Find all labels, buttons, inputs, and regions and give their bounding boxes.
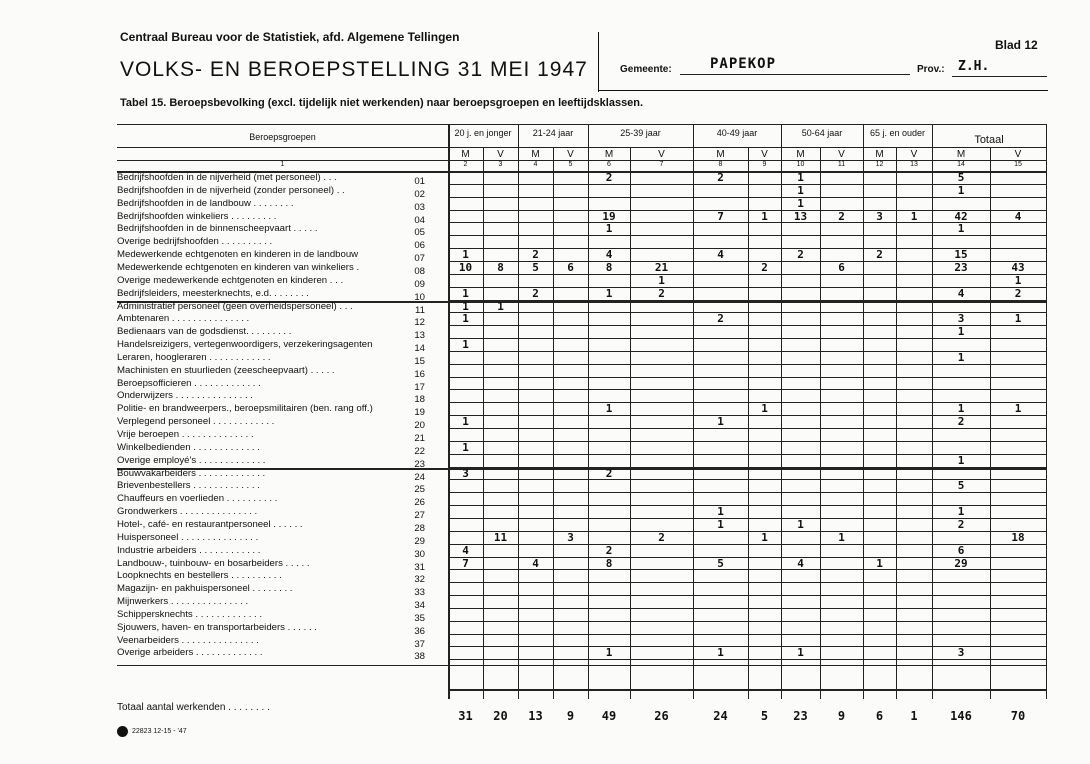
table-cell: 4 [717, 248, 724, 262]
table-cell: 1 [761, 530, 768, 544]
table-cell: 1 [957, 222, 965, 236]
total-cell: 24 [713, 709, 728, 723]
row-number: 13 [414, 330, 425, 342]
row-number: 19 [414, 407, 425, 419]
table-cell: 15 [954, 248, 968, 262]
table-cell: 8 [605, 556, 613, 570]
row-rule [448, 428, 1046, 429]
mv-divider [820, 147, 821, 699]
m-header: M [604, 149, 614, 160]
table-cell: 3 [876, 209, 883, 223]
table-cell: 1 [957, 505, 965, 519]
table-cell: 8 [497, 260, 504, 274]
column-rule [1046, 124, 1047, 699]
column-number: 12 [875, 161, 884, 168]
occupation-name: Landbouw-, tuinbouw- en bosarbeiders . . . . . [117, 557, 310, 569]
occupation-name: Medewerkende echtgenoten en kinderen van winkeliers . [117, 261, 360, 273]
gemeente-value: PAPEKOP [710, 56, 777, 72]
total-cell: 20 [493, 709, 508, 723]
total-cell: 9 [566, 709, 575, 723]
occupation-name: Mijnwerkers . . . . . . . . . . . . . . . [117, 596, 249, 608]
totals-bottom-rule [448, 689, 1046, 691]
row-rule [448, 582, 1046, 583]
table-cell: 2 [658, 286, 665, 300]
table-cell: 4 [605, 248, 613, 262]
table-cell: 23 [954, 260, 968, 274]
table-cell: 2 [957, 415, 965, 429]
table-cell: 1 [717, 505, 724, 519]
table-cell: 1 [462, 312, 469, 326]
occupation-name: Bedrijfshoofden winkeliers . . . . . . . . . [117, 210, 277, 222]
row-number: 33 [414, 587, 425, 599]
table-cell: 3 [462, 466, 469, 480]
totals-label: Totaal aantal werkenden . . . . . . . . [117, 702, 270, 713]
row-number: 15 [414, 355, 425, 367]
table-cell: 1 [797, 646, 804, 660]
row-number: 03 [414, 201, 425, 213]
row-number: 29 [414, 535, 425, 547]
age-group-header: 50-64 jaar [801, 128, 843, 138]
row-number: 34 [414, 600, 425, 612]
occupation-name: Overige employé's . . . . . . . . . . . . . [117, 454, 266, 466]
table-cell: 1 [876, 556, 883, 570]
occupation-name: Loopknechts en bestellers . . . . . . . . . . [117, 570, 282, 582]
table-cell: 1 [1014, 402, 1022, 416]
column-number: 1 [280, 161, 285, 168]
occupation-name: Overige bedrijfshoofden . . . . . . . . . . [117, 236, 273, 248]
table-cell: 4 [462, 543, 469, 557]
age-group-header: 20 j. en jonger [454, 128, 512, 138]
row-rule [448, 608, 1046, 609]
total-cell: 9 [837, 709, 846, 723]
column-number: 14 [957, 161, 965, 168]
total-cell: 23 [793, 709, 808, 723]
occupation-name: Brievenbestellers . . . . . . . . . . . . . [117, 480, 260, 492]
row-number: 35 [414, 612, 425, 624]
row-number: 28 [414, 522, 425, 534]
table-cell: 3 [957, 646, 965, 660]
occupation-name: Politie- en brandweerpers., beroepsmilitairen (ben. rang off.) [117, 403, 373, 415]
totals-top-rule [117, 665, 1046, 666]
table-cell: 2 [717, 312, 724, 326]
occupation-name: Handelsreizigers, vertegenwoordigers, verzekeringsagenten [117, 339, 373, 351]
table-cell: 1 [462, 415, 469, 429]
sheet-number: Blad 12 [995, 38, 1038, 52]
occupation-name: Overige arbeiders . . . . . . . . . . . . . [117, 647, 263, 659]
row-rule [448, 274, 1046, 275]
row-number: 11 [415, 304, 425, 316]
table-cell: 7 [717, 209, 724, 223]
table-cell: 1 [957, 402, 965, 416]
table-cell: 6 [838, 260, 845, 274]
table-cell: 5 [957, 479, 965, 493]
beroepsgroepen-header: Beroepsgroepen [249, 132, 316, 142]
total-cell: 49 [601, 709, 617, 723]
table-cell: 1 [1014, 312, 1022, 326]
province-label: Prov.: [917, 64, 945, 75]
table-cell: 2 [605, 466, 613, 480]
v-header: V [761, 149, 768, 160]
table-cell: 1 [605, 286, 613, 300]
total-cell: 26 [654, 709, 669, 723]
occupation-name: Leraren, hoogleraren . . . . . . . . . . . . [117, 351, 271, 363]
total-cell: 6 [875, 709, 884, 723]
column-number: 8 [718, 161, 723, 168]
table-cell: 1 [658, 273, 665, 287]
table-cell: 1 [761, 209, 768, 223]
m-header: M [531, 149, 540, 160]
column-number: 5 [568, 161, 573, 168]
row-number: 01 [414, 176, 425, 187]
occupation-name: Chauffeurs en voerlieden . . . . . . . . . . [117, 493, 278, 505]
row-rule [448, 634, 1046, 635]
cbs-seal-icon [117, 726, 128, 737]
v-header: V [838, 149, 845, 160]
occupation-name: Vrije beroepen . . . . . . . . . . . . . . [117, 429, 254, 440]
total-cell: 146 [950, 709, 972, 723]
table-cell: 2 [605, 171, 613, 184]
table-cell: 1 [717, 646, 724, 660]
row-number: 09 [414, 278, 425, 290]
total-cell: 31 [458, 709, 473, 723]
row-number: 30 [414, 548, 425, 560]
column-number: 11 [837, 161, 846, 168]
column-number: 7 [659, 161, 664, 168]
occupation-name: Veenarbeiders . . . . . . . . . . . . . . . [117, 634, 259, 646]
total-cell: 70 [1010, 709, 1026, 723]
occupation-name: Machinisten en stuurlieden (zeescheepvaart) . . . . . [117, 364, 335, 376]
occupation-name: Bedrijfshoofden in de binnenscheepvaart . . . . . [117, 223, 318, 235]
occupation-name: Bouwvakarbeiders . . . . . . . . . . . . . [117, 467, 266, 479]
v-header: V [567, 149, 574, 160]
m-header: M [716, 149, 725, 160]
row-number: 17 [414, 381, 425, 393]
table-cell: 1 [910, 209, 918, 223]
table-cell: 4 [1014, 209, 1022, 223]
column-number: 2 [463, 161, 468, 168]
form-code: 22823 12-15 - '47 [132, 728, 187, 735]
occupation-name: Huispersoneel . . . . . . . . . . . . . . . [117, 531, 259, 543]
row-number: 22 [414, 445, 425, 457]
table-cell: 1 [957, 453, 965, 467]
table-cell: 1 [605, 402, 613, 416]
row-number: 14 [414, 343, 425, 355]
mv-divider [990, 147, 991, 699]
occupation-name: Ambtenaren . . . . . . . . . . . . . . . [117, 313, 250, 325]
row-rule [448, 235, 1046, 236]
census-title: VOLKS- EN BEROEPSTELLING 31 MEI 1947 [120, 58, 588, 81]
row-number: 31 [414, 561, 425, 573]
table-cell: 4 [797, 556, 804, 570]
table-cell: 3 [957, 312, 965, 326]
table-top-rule [117, 124, 1046, 125]
table-cell: 10 [458, 260, 473, 274]
occupation-name: Industrie arbeiders . . . . . . . . . . . . [117, 544, 261, 556]
table-cell: 1 [497, 299, 504, 313]
v-header: V [658, 149, 665, 160]
form-footer [117, 726, 187, 737]
column-number: 13 [910, 161, 918, 168]
occupation-name: Bedrijfshoofden in de nijverheid (met personeel) . . . [117, 172, 337, 183]
row-rule [448, 492, 1046, 493]
mv-divider [630, 147, 631, 699]
column-number: 10 [796, 161, 805, 168]
row-number: 04 [414, 214, 425, 226]
column-number: 4 [533, 161, 538, 168]
table-cell: 11 [493, 530, 508, 544]
table-cell: 1 [761, 402, 768, 416]
row-number: 05 [414, 227, 425, 239]
occupation-name: Sjouwers, haven- en transportarbeiders . . . . . . [117, 621, 317, 633]
row-number: 36 [414, 625, 425, 637]
row-rule [448, 659, 1046, 660]
occupation-name: Beroepsofficieren . . . . . . . . . . . . . [117, 377, 261, 389]
age-group-header: 21-24 jaar [532, 128, 574, 138]
age-group-header: Totaal [974, 134, 1004, 146]
row-label [117, 647, 425, 663]
table-cell: 13 [793, 209, 808, 223]
table-cell: 19 [602, 209, 616, 223]
mv-divider [483, 147, 484, 699]
total-cell: 13 [528, 709, 543, 723]
m-header: M [956, 149, 966, 160]
occupation-name: Bedrijfshoofden in de nijverheid (zonder personeel) . . [117, 184, 345, 196]
mv-divider [896, 147, 897, 699]
row-number: 24 [414, 471, 425, 483]
mv-rule [117, 147, 1046, 148]
table-cell: 1 [605, 222, 613, 236]
row-number: 12 [414, 317, 425, 329]
table-cell: 6 [957, 543, 965, 557]
table-cell: 43 [1011, 260, 1025, 274]
row-number: 21 [414, 433, 425, 444]
table-cell: 2 [717, 171, 724, 184]
table-cell: 18 [1011, 530, 1025, 544]
row-number: 16 [414, 368, 425, 380]
table-cell: 8 [605, 260, 613, 274]
table-title: Tabel 15. Beroepsbevolking (excl. tijdelijk niet werkenden) naar beroepsgroepen en leeftijdsklassen. [120, 97, 644, 109]
occupation-name: Medewerkende echtgenoten en kinderen in de landbouw [117, 249, 359, 261]
m-header: M [875, 149, 884, 160]
table-cell: 1 [797, 517, 804, 531]
table-cell: 5 [717, 556, 724, 570]
age-group-header: 65 j. en ouder [869, 128, 926, 138]
occupation-name: Bedrijfsleiders, meesterknechts, e.d. . . . . . . . [117, 287, 309, 299]
total-cell: 5 [760, 709, 769, 723]
row-number: 23 [414, 458, 425, 470]
row-number: 02 [414, 188, 425, 200]
table-cell: 5 [532, 260, 539, 274]
row-rule [448, 467, 1046, 468]
row-number: 06 [414, 240, 425, 252]
table-cell: 7 [462, 556, 469, 570]
table-cell: 1 [838, 530, 845, 544]
table-cell: 2 [605, 543, 613, 557]
occupation-name: Grondwerkers . . . . . . . . . . . . . . . [117, 506, 258, 518]
table-cell: 3 [567, 530, 574, 544]
row-rule [448, 389, 1046, 390]
column-number: 6 [607, 161, 611, 168]
table-cell: 6 [567, 260, 574, 274]
occupation-name: Administratief personeel (geen overheidspersoneel) . . . [117, 300, 353, 312]
column-number: 9 [762, 161, 767, 168]
row-number: 32 [414, 574, 425, 586]
occupation-name: Winkelbedienden . . . . . . . . . . . . . [117, 441, 260, 453]
row-number: 25 [414, 484, 425, 496]
table-cell: 2 [532, 286, 539, 300]
table-cell: 1 [797, 183, 804, 197]
column-number: 3 [498, 161, 503, 168]
table-cell: 5 [957, 171, 965, 184]
total-cell: 1 [910, 709, 918, 723]
row-number: 26 [414, 497, 425, 509]
row-number: 38 [414, 651, 425, 663]
table-cell: 2 [532, 248, 539, 262]
table-cell: 42 [954, 209, 968, 223]
row-number: 27 [414, 510, 425, 522]
m-header: M [796, 149, 805, 160]
row-number: 37 [414, 638, 425, 650]
row-number: 07 [414, 253, 425, 265]
occupation-name: Onderwijzers . . . . . . . . . . . . . . . [117, 390, 253, 402]
occupation-name: Bedrijfshoofden in de landbouw . . . . . . . . [117, 197, 294, 209]
row-rule [448, 595, 1046, 596]
table-cell: 1 [957, 350, 965, 364]
table-cell: 1 [797, 171, 804, 184]
table-cell: 21 [654, 260, 669, 274]
table-cell: 1 [462, 299, 469, 313]
table-cell: 1 [1014, 273, 1022, 287]
column-number: 15 [1014, 161, 1022, 168]
age-group-header: 25-39 jaar [620, 128, 661, 138]
row-rule [448, 364, 1046, 365]
occupation-name: Magazijn- en pakhuispersoneel . . . . . . . . [117, 583, 293, 595]
table-cell: 2 [797, 248, 804, 262]
row-rule [448, 531, 1046, 532]
occupation-name: Hotel-, café- en restaurantpersoneel . . . . . . [117, 518, 303, 530]
row-rule [448, 377, 1046, 378]
table-cell: 2 [957, 517, 965, 531]
table-cell: 1 [957, 325, 965, 339]
mv-divider [553, 147, 554, 699]
table-cell: 2 [761, 260, 768, 274]
table-cell: 2 [876, 248, 883, 262]
table-cell: 1 [957, 183, 965, 197]
organisation-name: Centraal Bureau voor de Statistiek, afd. Algemene Tellingen [120, 30, 460, 44]
table-cell: 2 [1014, 286, 1022, 300]
row-rule [448, 621, 1046, 622]
v-header: V [910, 149, 918, 160]
table-cell: 1 [717, 517, 724, 531]
table-cell: 1 [605, 646, 613, 660]
table-cell: 1 [462, 286, 469, 300]
gemeente-label: Gemeente: [620, 64, 672, 75]
table-cell: 4 [957, 286, 965, 300]
mv-divider [748, 147, 749, 699]
occupation-name: Schippersknechts . . . . . . . . . . . . . [117, 608, 263, 620]
province-value: Z.H. [958, 59, 990, 74]
row-number: 18 [414, 394, 425, 406]
table-cell: 2 [838, 209, 845, 223]
table-cell: 4 [532, 556, 539, 570]
table-cell: 1 [797, 196, 804, 210]
row-number: 10 [414, 291, 425, 303]
age-group-header: 40-49 jaar [716, 128, 758, 138]
v-header: V [497, 149, 504, 160]
occupation-name: Verplegend personeel . . . . . . . . . . . . [117, 416, 275, 428]
table-cell: 2 [658, 530, 665, 544]
table-cell: 29 [954, 556, 968, 570]
table-cell: 1 [717, 415, 724, 429]
row-number: 20 [414, 420, 425, 432]
table-cell: 1 [462, 440, 469, 454]
m-header: M [461, 149, 470, 160]
row-rule [448, 300, 1046, 301]
table-cell: 1 [462, 248, 469, 262]
row-rule [448, 338, 1046, 339]
occupation-name: Overige medewerkende echtgenoten en kinderen . . . [117, 274, 344, 286]
v-header: V [1014, 149, 1022, 160]
occupation-name: Bedienaars van de godsdienst. . . . . . . . . [117, 326, 292, 338]
table-cell: 1 [462, 338, 469, 352]
row-number: 08 [414, 265, 425, 277]
row-rule [448, 441, 1046, 442]
